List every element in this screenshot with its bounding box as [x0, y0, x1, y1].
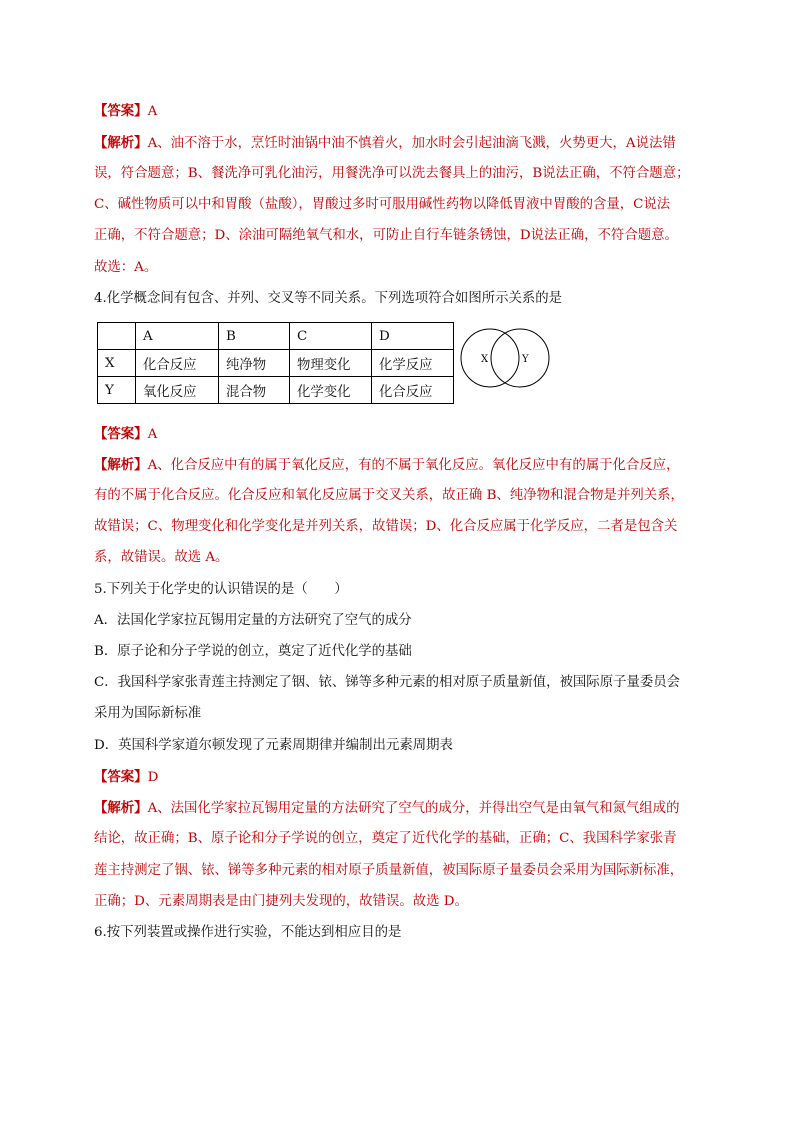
- q4-analysis-line-2: 有的不属于化合反应。化合反应和氧化反应属于交叉关系，故正确 B、纯净物和混合物是并列关系，: [94, 488, 684, 503]
- analysis-label: 【解析】: [94, 800, 148, 816]
- q5-analysis-line-3: 莲主持测定了铟、铱、锑等多种元素的相对原子质量新值，被国际原子量委员会采用为国际新标准，: [94, 863, 684, 878]
- table-cell: 化合反应: [136, 350, 219, 377]
- table-header-cell: A: [136, 323, 219, 350]
- table-cell: 化学变化: [290, 377, 372, 404]
- venn-label-y: Y: [522, 354, 529, 365]
- table-row: [98, 377, 454, 404]
- table-row: [98, 350, 454, 377]
- table-header-cell: [98, 323, 136, 350]
- table-cell: 化学反应: [372, 350, 454, 377]
- q5-option-b: B．原子论和分子学说的创立，奠定了近代化学的基础: [94, 644, 412, 659]
- q5-option-c-cont: 采用为国际新标准: [94, 706, 202, 721]
- q5-option-c: C．我国科学家张青莲主持测定了铟、铱、锑等多种元素的相对原子质量新值，被国际原子量委员会: [94, 675, 681, 690]
- table-header-cell: D: [372, 323, 454, 350]
- q5-option-a: A．法国化学家拉瓦锡用定量的方法研究了空气的成分: [94, 613, 412, 628]
- table-cell: Y: [98, 377, 136, 404]
- table-cell: 化合反应: [372, 377, 454, 404]
- q4-analysis-line-3: 故错误；C、物理变化和化学变化是并列关系，故错误；D、化合反应属于化学反应，二者是包含关: [94, 519, 678, 534]
- q5-analysis-line-2: 结论，故正确；B、原子论和分子学说的创立，奠定了近代化学的基础，正确；C、我国科学家张青: [94, 831, 677, 846]
- q3-analysis-line-1: [94, 133, 676, 154]
- q4-answer-line: [94, 424, 157, 445]
- venn-circle-y: [491, 329, 549, 387]
- q3-analysis-text: A、油不溶于水，烹饪时油锅中油不慎着火，加水时会引起油滴飞溅，火势更大，A说法错: [147, 136, 676, 151]
- answer-label: 【答案】: [94, 426, 148, 442]
- q5-answer: D: [147, 770, 159, 785]
- table-header-cell: B: [219, 323, 290, 350]
- venn-diagram: [460, 326, 550, 390]
- answer-label: 【答案】: [94, 103, 148, 119]
- q5-answer-line: [94, 767, 158, 788]
- venn-circle-x: [461, 329, 519, 387]
- q6-question: 6.按下列装置或操作进行实验，不能达到相应目的是: [94, 925, 402, 940]
- q3-analysis-line-5: 故选：A。: [94, 260, 158, 275]
- q4-analysis-text: A、化合反应中有的属于氧化反应，有的不属于氧化反应。氧化反应中有的属于化合反应，: [147, 458, 680, 473]
- q3-answer: A: [147, 104, 158, 119]
- q4-question: 4.化学概念间有包含、并列、交叉等不同关系。下列选项符合如图所示关系的是: [94, 291, 563, 306]
- q4-options-table: [97, 322, 454, 404]
- q3-analysis-line-3: C、碱性物质可以中和胃酸（盐酸），胃酸过多时可服用碱性药物以降低胃液中胃酸的含量，C说法: [94, 197, 671, 212]
- q4-answer: A: [147, 427, 158, 442]
- q5-option-d: D．英国科学家道尔顿发现了元素周期律并编制出元素周期表: [94, 738, 453, 753]
- q5-analysis-line-1: [94, 798, 679, 819]
- q5-analysis-text: A、法国化学家拉瓦锡用定量的方法研究了空气的成分，并得出空气是由氧气和氮气组成的: [147, 801, 680, 816]
- q5-question: 5.下列关于化学史的认识错误的是（ ）: [94, 582, 348, 597]
- q4-analysis-line-4: 系，故错误。故选 A。: [94, 550, 229, 565]
- table-cell: 物理变化: [290, 350, 372, 377]
- q3-analysis-line-2: 误，符合题意；B、餐洗净可乳化油污，用餐洗净可以洗去餐具上的油污，B说法正确，不符合题意；: [94, 166, 690, 181]
- venn-label-x: X: [481, 354, 489, 365]
- answer-label: 【答案】: [94, 769, 148, 785]
- table-cell: 纯净物: [219, 350, 290, 377]
- q3-analysis-line-4: 正确，不符合题意；D、涂油可隔绝氧气和水，可防止自行车链条锈蚀，D说法正确，不符合题意。: [94, 228, 678, 243]
- table-cell: 氧化反应: [136, 377, 219, 404]
- q4-analysis-line-1: [94, 455, 679, 476]
- analysis-label: 【解析】: [94, 135, 148, 151]
- table-cell: X: [98, 350, 136, 377]
- q3-answer-line: [94, 101, 157, 122]
- table-cell: 混合物: [219, 377, 290, 404]
- q5-analysis-line-4: 正确；D、元素周期表是由门捷列夫发现的，故错误。故选 D。: [94, 894, 468, 909]
- analysis-label: 【解析】: [94, 457, 148, 473]
- table-header-cell: C: [290, 323, 372, 350]
- table-row: [98, 323, 454, 350]
